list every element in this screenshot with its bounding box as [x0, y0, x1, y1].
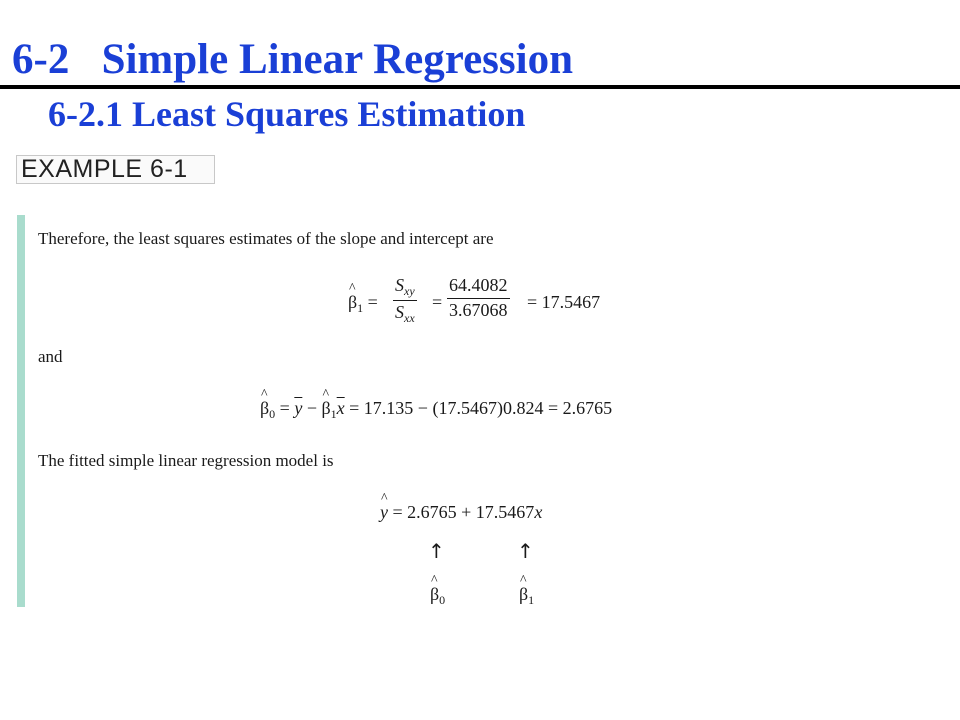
beta1-annotation: ^ $\beta_1$ — [519, 585, 534, 606]
slope-lhs: ^ $\beta_1$ = — [348, 293, 378, 314]
and-text: and — [38, 347, 63, 366]
slope-result: = 17.5467 — [527, 292, 601, 312]
fitted-text: The fitted simple linear regression model is — [38, 451, 334, 470]
title-underline — [0, 85, 960, 89]
example-label: EXAMPLE 6-1 — [16, 155, 215, 184]
slide-title: 6-2 Simple Linear Regression — [12, 36, 573, 83]
equals-sign: = — [432, 292, 443, 312]
arrow-up-icon: ↑ — [517, 539, 534, 563]
slope-formula-fraction: $S_{xy}$ $S_{xx}$ — [395, 275, 415, 326]
arrow-up-icon: ↑ — [428, 539, 445, 563]
intro-text: Therefore, the least squares estimates of the slope and intercept are — [38, 229, 494, 248]
slide-subtitle: 6-2.1 Least Squares Estimation — [48, 94, 526, 134]
example-side-bar — [17, 215, 25, 607]
beta0-annotation: ^ $\beta_0$ — [430, 585, 445, 606]
intercept-equation: ^ $\beta_0 = \overline{y}$ − ^ $\beta_1\overline{x} = 17.135 - (17.5467)0.824 = 2.6765$ — [260, 399, 612, 420]
fitted-model-equation: ^ y = 2.6765 + 17.5467x — [380, 503, 542, 521]
slope-value-fraction: $\frac{64.4082}{3.67068}$ — [449, 275, 508, 320]
